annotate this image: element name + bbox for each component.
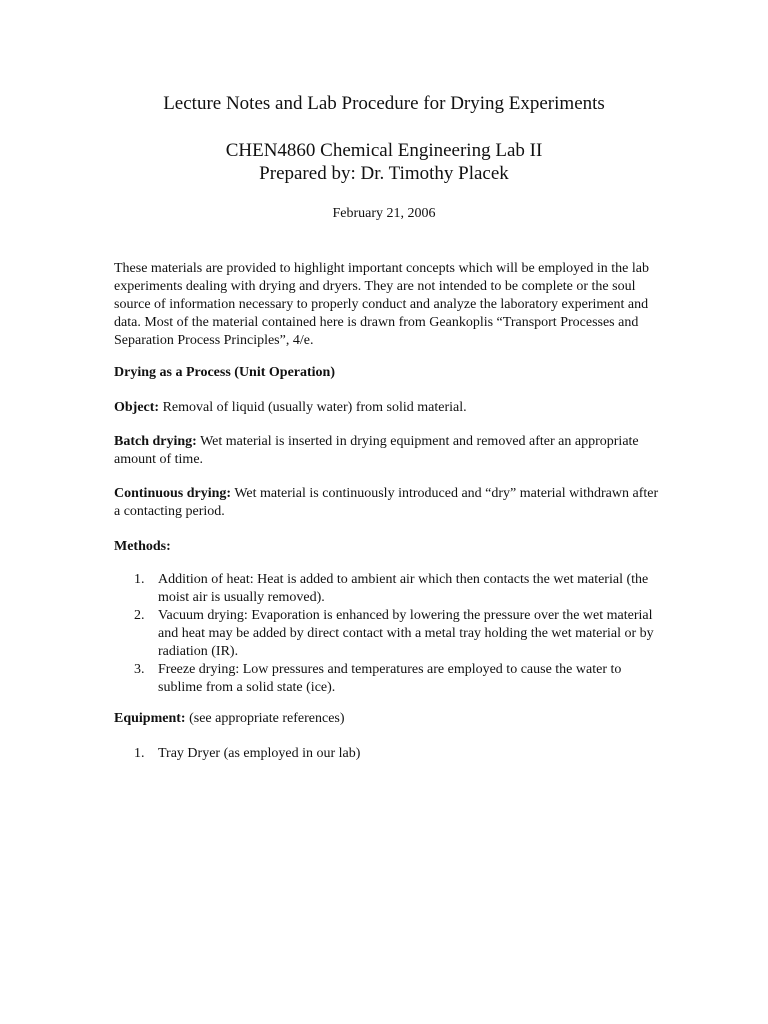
- course-title: CHEN4860 Chemical Engineering Lab II: [225, 140, 543, 161]
- section-heading-process: [114, 364, 664, 382]
- object-text: Removal of liquid (usually water) from solid material.: [159, 400, 467, 415]
- intro-paragraph: [114, 260, 664, 350]
- continuous-text: Wet material is continuously introduced and “dry” material withdrawn after a contacting period.: [114, 486, 659, 519]
- list-item-text: Tray Dryer (as employed in our lab): [158, 746, 361, 761]
- document-title: Lecture Notes and Lab Procedure for Drying Experiments: [163, 93, 605, 114]
- continuous-drying-paragraph: [114, 485, 664, 521]
- intro-text: These materials are provided to highlight important concepts which will be employed in the lab experiments dealing with drying and dryers. They are not intended to be complete or the soul source of information necessary to properly conduct and analyze the laboratory experiment and data. Most of the material contained here is drawn from Geankoplis “Transport Processes and Separation Process Principles”, 4/e.: [114, 261, 649, 348]
- list-item: [114, 607, 664, 661]
- list-item: [114, 661, 664, 697]
- object-paragraph: [114, 399, 664, 417]
- document-date: February 21, 2006: [332, 206, 436, 221]
- methods-list: [114, 571, 664, 697]
- equipment-paragraph: [114, 710, 664, 728]
- list-item-text: Vacuum drying: Evaporation is enhanced by lowering the pressure over the wet material and heat may be added by direct contact with a metal tray holding the wet material or by radiation (IR).: [158, 608, 654, 659]
- batch-label: Batch drying:: [114, 434, 197, 449]
- list-number: 2.: [134, 608, 145, 623]
- list-number: 1.: [134, 572, 145, 587]
- equipment-list: [114, 745, 664, 763]
- list-item: [114, 745, 664, 763]
- list-number: 3.: [134, 662, 145, 677]
- section-heading-methods: [114, 538, 664, 556]
- equipment-label: Equipment:: [114, 711, 186, 726]
- list-number: 1.: [134, 746, 145, 761]
- equipment-text: (see appropriate references): [185, 711, 345, 726]
- author-line: Prepared by: Dr. Timothy Placek: [259, 163, 509, 184]
- continuous-label: Continuous drying:: [114, 486, 232, 501]
- heading-process-text: Drying as a Process (Unit Operation): [114, 365, 335, 380]
- batch-text: Wet material is inserted in drying equipment and removed after an appropriate amount of time.: [114, 434, 639, 467]
- list-item-text: Addition of heat: Heat is added to ambient air which then contacts the wet material (the moist air is usually removed).: [158, 572, 649, 605]
- batch-drying-paragraph: [114, 433, 664, 469]
- object-label: Object:: [114, 400, 160, 415]
- heading-methods-text: Methods:: [114, 539, 171, 554]
- list-item-text: Freeze drying: Low pressures and temperatures are employed to cause the water to sublime from a solid state (ice).: [158, 662, 622, 695]
- list-item: [114, 571, 664, 607]
